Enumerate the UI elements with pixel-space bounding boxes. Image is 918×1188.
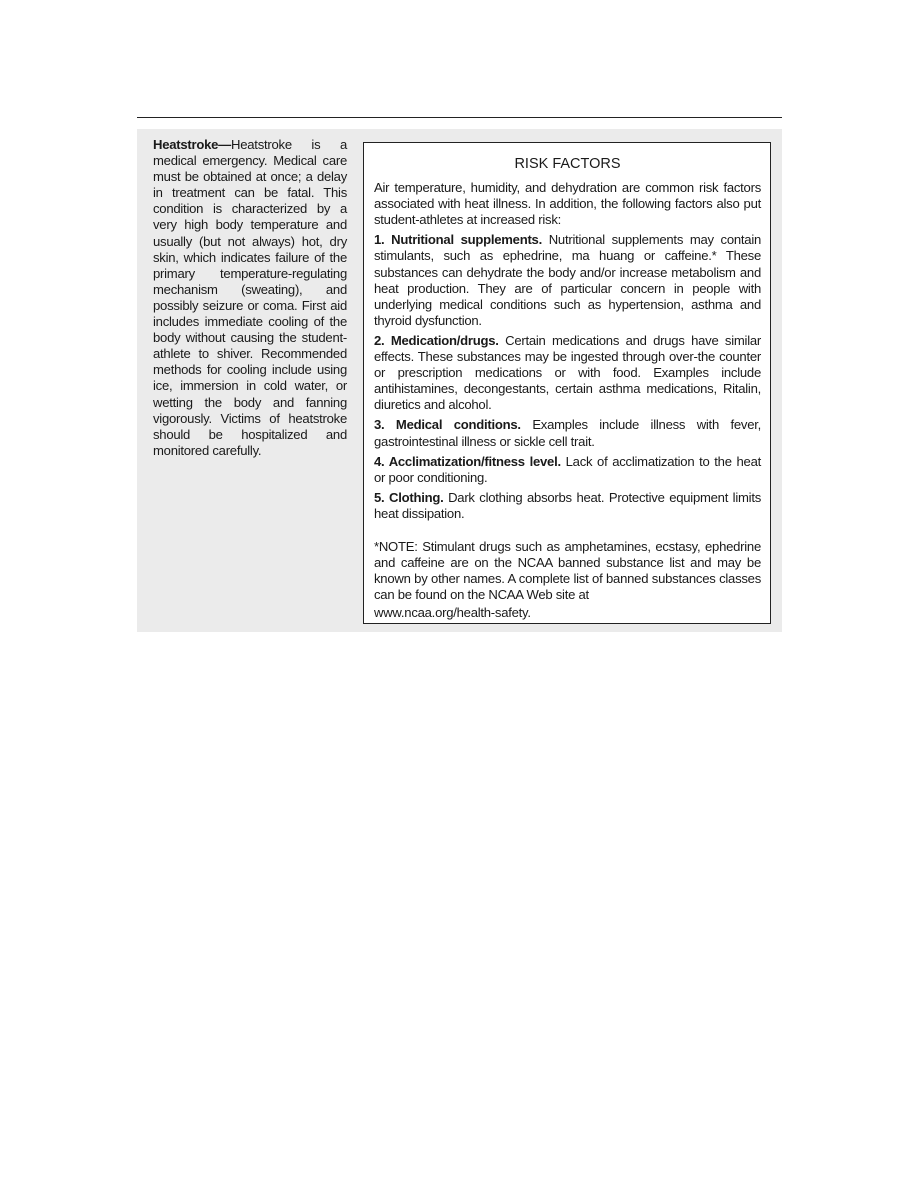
risk-item-text: Dark clothing absorbs heat. Protective equipment limits heat dissipation. [374, 489, 762, 521]
risk-item [374, 454, 761, 486]
ncaa-url: www.ncaa.org/health-safety. [374, 605, 531, 621]
risk-item-text: Nutritional supplements may contain stimulants, such as ephedrine, ma huang or caffeine.* These substances can dehydrate the body and/or increase metabolism and heat production. They are of particular concern in people with underlying medical conditions such as hypertension, asthma and thyroid dysfunction. [374, 232, 762, 328]
risk-factors-intro: Air temperature, humidity, and dehydration are common risk factors associated with heat illness. In addition, the following factors also put student-athletes at increased risk: [374, 180, 761, 228]
risk-item-title: 1. Nutritional supplements. [374, 232, 542, 248]
risk-item-text: Examples include illness with fever, gastrointestinal illness or sickle cell trait. [374, 417, 762, 449]
risk-item [374, 232, 761, 329]
risk-item [374, 333, 761, 413]
risk-factors-title: RISK FACTORS [514, 156, 621, 172]
top-rule [137, 117, 782, 118]
risk-item [374, 417, 761, 449]
banned-substance-note [374, 539, 761, 621]
risk-factors-box [363, 142, 771, 624]
risk-item-text: Lack of acclimatization to the heat or poor conditioning. [374, 453, 761, 485]
heatstroke-heading: Heatstroke— [153, 137, 232, 152]
note-text: *NOTE: Stimulant drugs such as amphetamines, ecstasy, ephedrine and caffeine are on the NCAA banned substance list and may be known by other names. A complete list of banned substances classes can be found on the NCAA Web site at [374, 538, 761, 603]
risk-item-text: Certain medications and drugs have similar effects. These substances may be ingested through over-the counter or prescription medications or with food. Examples include antihistamines, decongestants, certain asthma medications, Ritalin, diuretics and alcohol. [374, 332, 761, 413]
risk-item-title: 4. Acclimatization/fitness level. [374, 453, 561, 469]
risk-item-title: 2. Medication/drugs. [374, 332, 499, 348]
heatstroke-body: Heatstroke is a medical emergency. Medical care must be obtained at once; a delay in treatment can be fatal. This condition is characterized by a very high body temperature and usually (but not always) hot, dry skin, which indicates failure of the primary temperature-regulating mechanism (sweating), and possibly seizure or coma. First aid includes immediate cooling of the body without causing the student-athlete to shiver. Recommended methods for cooling include using ice, immersion in cold water, or wetting the body and fanning vigorously. Victims of heatstroke should be hospitalized and monitored carefully. [153, 137, 347, 458]
risk-item-title: 5. Clothing. [374, 489, 444, 505]
risk-item-title: 3. Medical conditions. [374, 417, 521, 433]
risk-item [374, 490, 761, 522]
heatstroke-section [153, 137, 347, 459]
